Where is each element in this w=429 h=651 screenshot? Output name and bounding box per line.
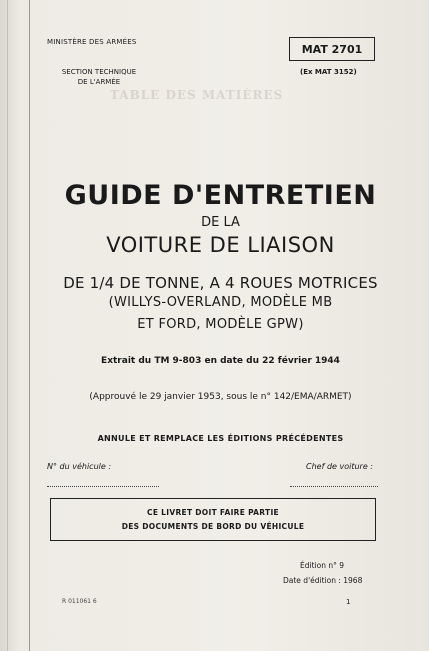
chef-label: Chef de voiture : — [306, 462, 373, 471]
mat-number-box — [289, 37, 375, 61]
edition-number: Édition n° 9 — [300, 561, 344, 570]
title-de-la: DE LA — [201, 215, 240, 230]
vehicle-number-field[interactable] — [47, 486, 159, 487]
vehicle-model-2: ET FORD, MODÈLE GPW) — [137, 317, 304, 332]
chef-field[interactable] — [290, 486, 378, 487]
supersedes-note: ANNULE ET REMPLACE LES ÉDITIONS PRÉCÉDENTES — [97, 434, 344, 443]
notice-line-2: DES DOCUMENTS DE BORD DU VÉHICULE — [121, 521, 305, 531]
document-title: GUIDE D'ENTRETIEN — [64, 180, 377, 211]
notice-line-1: CE LIVRET DOIT FAIRE PARTIE — [147, 507, 279, 517]
onboard-notice-box — [50, 498, 376, 541]
vehicle-spec: DE 1/4 DE TONNE, A 4 ROUES MOTRICES — [63, 274, 378, 292]
section-line-1: SECTION TECHNIQUE — [61, 68, 137, 76]
approval-note: (Approuvé le 29 janvier 1953, sous le n° 142/EMA/ARMET) — [89, 392, 352, 402]
extract-note: Extrait du TM 9-803 en date du 22 février 1944 — [101, 356, 340, 366]
mat-number: MAT 2701 — [301, 42, 363, 56]
vehicle-number-label: N° du véhicule : — [47, 462, 112, 471]
edition-date: Date d'édition : 1968 — [283, 576, 363, 585]
vehicle-model-1: (WILLYS-OVERLAND, MODÈLE MB — [108, 295, 333, 310]
vehicle-title: VOITURE DE LIAISON — [106, 233, 335, 257]
section-line-2: DE L'ARMÉE — [77, 78, 121, 86]
ministry-label: MINISTÈRE DES ARMÉES — [47, 38, 137, 46]
page-number: 1 — [346, 598, 351, 606]
bleed-through-text: TABLE DES MATIÈRES — [110, 88, 284, 102]
mat-former-number: (Ex MAT 3152) — [300, 68, 357, 76]
section-label — [47, 67, 151, 87]
print-reference: R 011061 6 — [62, 598, 97, 605]
